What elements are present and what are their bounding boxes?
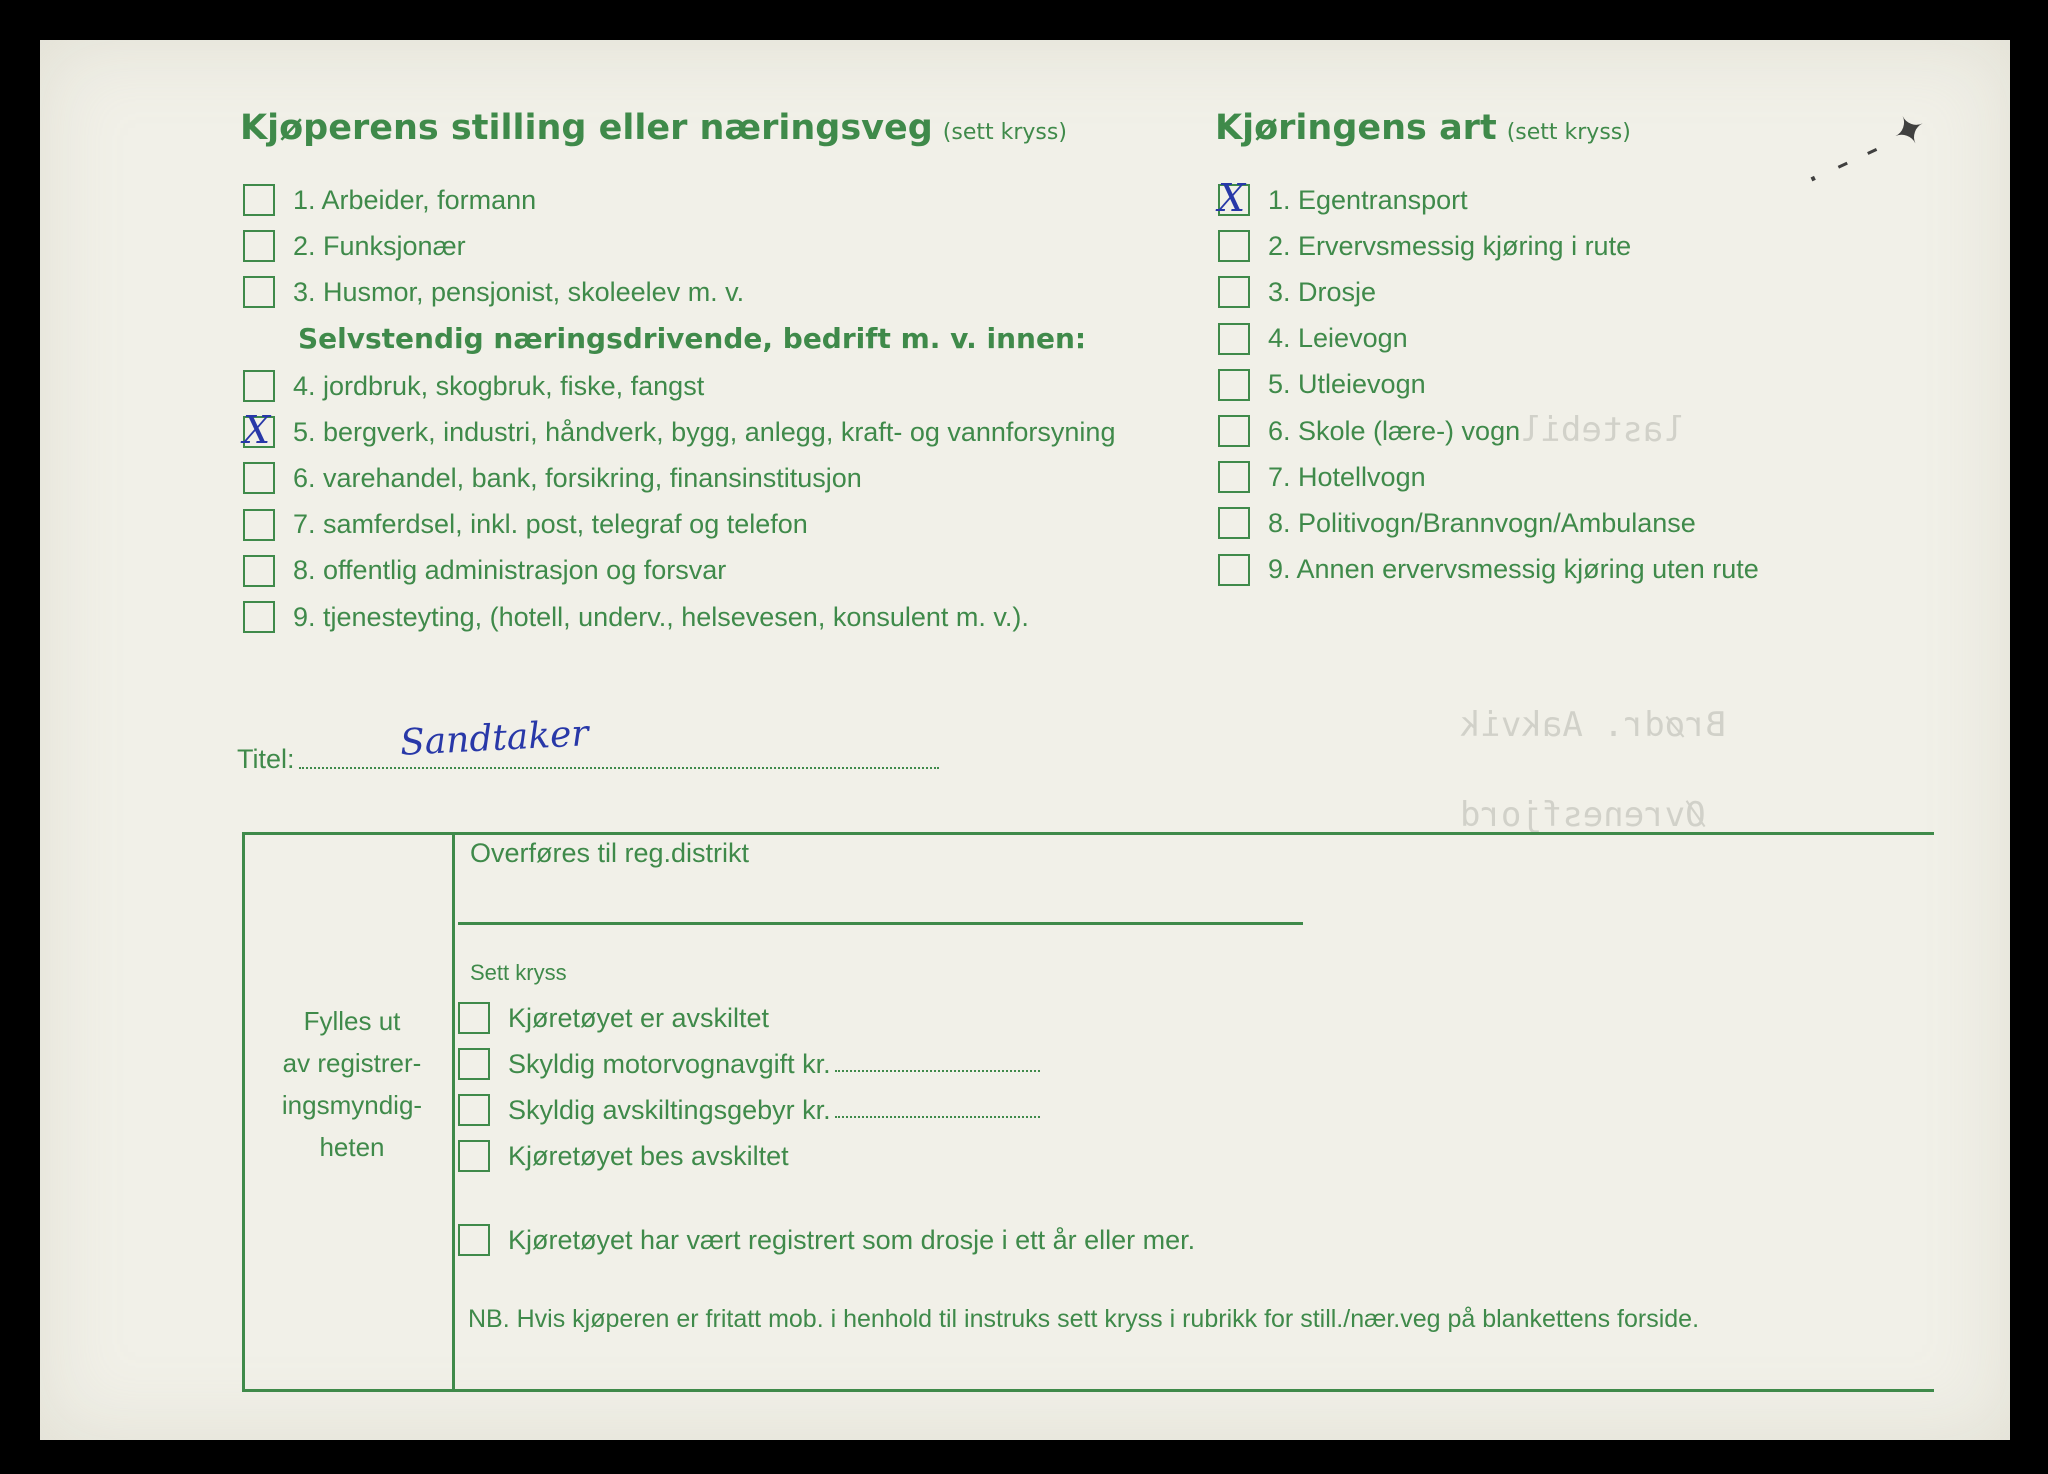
driving-type-checkbox-3[interactable]	[1218, 276, 1250, 308]
registration-option-row-4[interactable]	[458, 1136, 789, 1176]
business-sector-row-4[interactable]	[243, 505, 808, 545]
business-sector-checkbox-3[interactable]	[243, 462, 275, 494]
registration-option-checkbox-4[interactable]	[458, 1140, 490, 1172]
driving-type-checkbox-7[interactable]	[1218, 461, 1250, 493]
titel-handwritten-value: Sandtaker	[399, 713, 590, 764]
driving-type-label-9: 9. Annen ervervsmessig kjøring uten rute	[1268, 554, 1759, 585]
nb-note: NB. Hvis kjøperen er fritatt mob. i henhold til instruks sett kryss i rubrikk for still./nær.veg på blankettens forside.	[468, 1305, 1700, 1333]
occupation-row-2[interactable]	[243, 226, 466, 266]
driving-type-row-4[interactable]	[1218, 319, 1408, 359]
self-employed-subheading: Selvstendig næringsdrivende, bedrift m. v. innen:	[298, 322, 1087, 355]
business-sector-checkbox-2[interactable]	[243, 408, 275, 453]
bleed-through-text: Øvrenesfjord	[1460, 795, 1706, 835]
drosje-option-row[interactable]	[458, 1220, 1195, 1260]
registration-option-checkbox-2[interactable]	[458, 1048, 490, 1080]
driving-type-row-6[interactable]	[1218, 411, 1520, 451]
registration-option-row-2[interactable]	[458, 1044, 1040, 1084]
occupation-label-2: 2. Funksjonær	[293, 230, 466, 261]
driving-type-row-3[interactable]	[1218, 272, 1376, 312]
driving-type-checkbox-9[interactable]	[1218, 554, 1250, 586]
registration-option-row-3[interactable]	[458, 1090, 1040, 1130]
sett-kryss-label: Sett kryss	[470, 960, 567, 985]
transfer-district-field[interactable]	[458, 922, 1303, 925]
occupation-row-3[interactable]	[243, 272, 744, 312]
business-sector-checkbox-1[interactable]	[243, 370, 275, 402]
driving-type-checkbox-5[interactable]	[1218, 369, 1250, 401]
driving-type-label-8: 8. Politivogn/Brannvogn/Ambulanse	[1268, 507, 1696, 538]
driving-type-row-9[interactable]	[1218, 550, 1759, 590]
driving-type-row-1[interactable]	[1218, 176, 1468, 220]
occupation-row-1[interactable]	[243, 180, 536, 220]
box-divider	[452, 832, 455, 1392]
business-sector-row-2[interactable]	[243, 408, 1116, 453]
titel-field-line	[299, 747, 939, 769]
driving-type-label-3: 3. Drosje	[1268, 276, 1377, 307]
business-sector-row-1[interactable]	[243, 366, 704, 406]
driving-type-row-2[interactable]	[1218, 226, 1631, 266]
registration-option-label-4: Kjøretøyet bes avskiltet	[508, 1140, 789, 1171]
business-sector-row-6[interactable]	[243, 597, 1029, 637]
handwritten-cross-mark: X	[243, 408, 271, 453]
registration-option-checkbox-1[interactable]	[458, 1002, 490, 1034]
business-sector-row-3[interactable]	[243, 458, 862, 498]
occupation-checkbox-1[interactable]	[243, 184, 275, 216]
registration-option-label-3: Skyldig avskiltingsgebyr kr.	[508, 1094, 831, 1125]
transfer-district-label: Overføres til reg.distrikt	[470, 838, 750, 868]
driving-type-label-2: 2. Ervervsmessig kjøring i rute	[1268, 230, 1632, 261]
driving-type-checkbox-8[interactable]	[1218, 507, 1250, 539]
occupation-checkbox-2[interactable]	[243, 230, 275, 262]
driving-type-row-7[interactable]	[1218, 457, 1426, 497]
corner-mark-icon: · ‐ ‐ ✦	[1797, 102, 1938, 200]
driving-type-label-1: 1. Egentransport	[1268, 184, 1468, 215]
driving-type-checkbox-6[interactable]	[1218, 415, 1250, 447]
registration-option-checkbox-3[interactable]	[458, 1094, 490, 1126]
driving-type-row-8[interactable]	[1218, 503, 1696, 543]
driving-type-label-7: 7. Hotellvogn	[1268, 461, 1426, 492]
bleed-through-text: Brødr. Aakvik	[1460, 705, 1727, 745]
registration-option-amount-field-2[interactable]	[835, 1056, 1040, 1072]
business-sector-label-1: 4. jordbruk, skogbruk, fiske, fangst	[293, 370, 705, 401]
business-sector-label-3: 6. varehandel, bank, forsikring, finansinstitusjon	[293, 462, 862, 493]
registration-option-amount-field-3[interactable]	[835, 1102, 1040, 1118]
driving-type-label-4: 4. Leievogn	[1268, 323, 1408, 354]
titel-label: Titel:	[237, 744, 295, 774]
driving-type-checkbox-1[interactable]	[1218, 176, 1250, 220]
buyer-occupation-heading: Kjøperens stilling eller næringsveg (sett kryss)	[240, 108, 1067, 148]
business-sector-row-5[interactable]	[243, 551, 726, 591]
registration-option-label-1: Kjøretøyet er avskiltet	[508, 1002, 770, 1033]
registration-option-label-2: Skyldig motorvognavgift kr.	[508, 1048, 831, 1079]
driving-type-checkbox-2[interactable]	[1218, 230, 1250, 262]
registration-option-row-1[interactable]	[458, 998, 769, 1038]
driving-type-label-5: 5. Utleievogn	[1268, 369, 1426, 400]
occupation-label-3: 3. Husmor, pensjonist, skoleelev m. v.	[293, 276, 745, 307]
business-sector-checkbox-5[interactable]	[243, 555, 275, 587]
handwritten-cross-mark: X	[1218, 176, 1246, 220]
business-sector-checkbox-6[interactable]	[243, 601, 275, 633]
driving-type-row-5[interactable]	[1218, 365, 1426, 405]
occupation-label-1: 1. Arbeider, formann	[293, 184, 537, 215]
drosje-option-label: Kjøretøyet har vært registrert som drosje i ett år eller mer.	[508, 1224, 1196, 1255]
business-sector-label-2: 5. bergverk, industri, håndverk, bygg, anlegg, kraft- og vannforsyning	[293, 416, 1116, 447]
occupation-checkbox-3[interactable]	[243, 276, 275, 308]
driving-type-checkbox-4[interactable]	[1218, 323, 1250, 355]
registration-side-label: Fylles ut av registrer- ingsmyndig- heten	[281, 1006, 423, 1162]
business-sector-label-4: 7. samferdsel, inkl. post, telegraf og telefon	[293, 509, 808, 540]
drosje-checkbox[interactable]	[458, 1224, 490, 1256]
business-sector-label-6: 9. tjenesteyting, (hotell, underv., helsevesen, konsulent m. v.).	[293, 601, 1029, 632]
driving-type-label-6: 6. Skole (lære-) vogn	[1268, 415, 1521, 446]
business-sector-label-5: 8. offentlig administrasjon og forsvar	[293, 555, 727, 586]
bleed-through-text: lastebil	[1520, 410, 1684, 450]
driving-type-heading: Kjøringens art (sett kryss)	[1215, 108, 1631, 148]
business-sector-checkbox-4[interactable]	[243, 509, 275, 541]
